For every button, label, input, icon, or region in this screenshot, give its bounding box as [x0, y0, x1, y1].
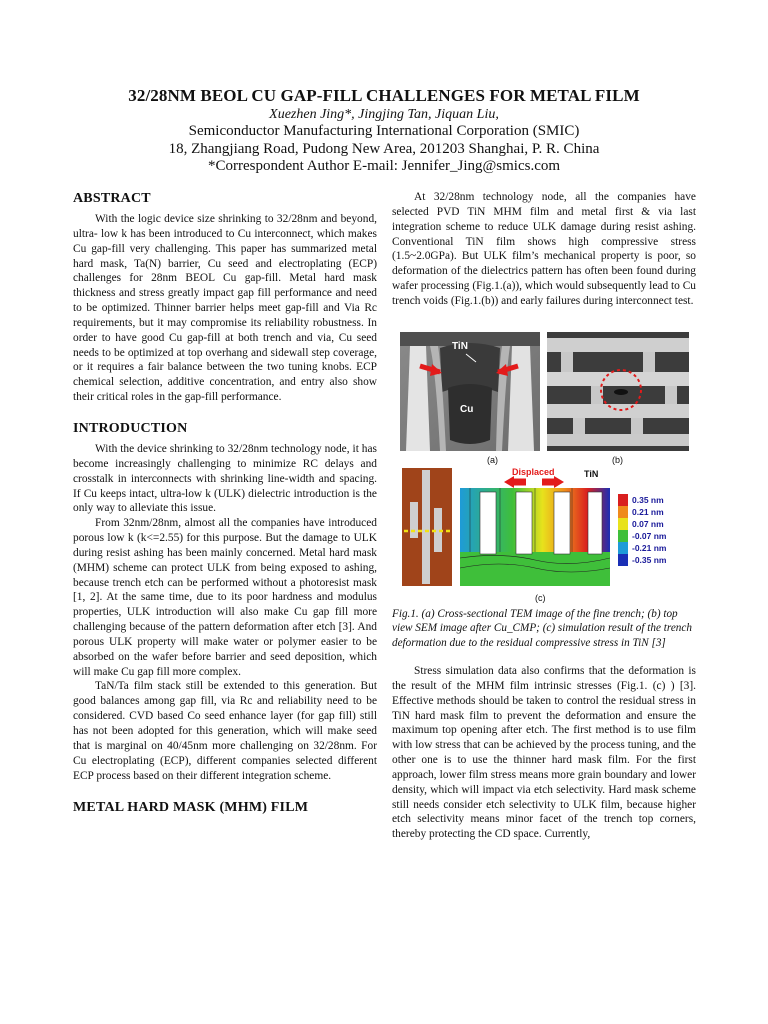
- cu-label: Cu: [460, 403, 474, 415]
- address: 18, Zhangjiang Road, Pudong New Area, 201203 Shanghai, P. R. China: [168, 141, 600, 157]
- abstract-text: With the logic device size shrinking to 32/28nm and beyond, ultra- low k has been introduced to Cu interconnect, which makes Cu gap-fill very challenging. This paper has summarized metal hard mask, Ta(N) barrier, Cu seed and electroplating (ECP) challenges for 28nm BEOL Cu gap-fill. Metal hard mask thickness and stress greatly impact gap fill performance and need to be optimized. Thinner barrier helps meet gap-fill and Via Rc requirements, but it may compromise its reliability robustness. In order to have good Cu gap-fill at both trench and via, Cu seed needs to be optimized at top overhang and sidewall step coverage, or it requires a fair balance between the two tuning knobs. ECP chemical selection, additive concentration, and entry also show their critical roles in the gap-fill performance.: [73, 213, 377, 404]
- figure-label-a: (a): [487, 454, 498, 465]
- figure-1: [392, 318, 696, 603]
- color-scale-legend: [618, 494, 688, 572]
- mhm-paragraph: At 32/28nm technology node, all the companies have selected PVD TiN MHM film and metal first & via last integration scheme to reduce ULK damage during resist ashing. Conventional TiN film shows high compressive stress (1.5~2.0GPa). But ULK film’s mechanical property is poor, so deformation of the dielectrics pattern has often been found during wafer processing (Fig.1.(a)), which would subsequently lead to Cu trench voids (Fig.1.(b)) and early failures during interconnect test.: [392, 191, 696, 307]
- legend-label: -0.35 nm: [632, 554, 667, 565]
- legend-swatch: [618, 530, 628, 542]
- simulation-contour-plot: [460, 468, 610, 586]
- author-list: Xuezhen Jing*, Jingjing Tan, Jiquan Liu,: [269, 107, 499, 122]
- mhm-paragraph: Stress simulation data also confirms that the deformation is the result of the MHM film intrinsic stresses (Fig.1. (c) ) [3]. Effective methods should be taken to control the residual stress in TiN hard mask film to prevent the deformation and ensure the maximum top opening after etch. The first method is to use film with low stress that can be achieved by the process tuning, and the other one is to use the thinner hard mask film. For the first approach, lower film stress means more grain boundary and lower density, which will impact via etch selectivity. Hard mask scheme still needs consider etch selectivity to ULK film, because higher etch selectivity means minor facet of the trench top corners, thereby protecting the CD space. Currently,: [392, 664, 696, 841]
- tin-label-c: TiN: [584, 468, 599, 479]
- mhm-heading: METAL HARD MASK (MHM) FILM: [73, 800, 309, 816]
- legend-swatch: [618, 506, 628, 518]
- correspondence-email: *Correspondent Author E-mail: Jennifer_Jing@smics.com: [207, 158, 561, 174]
- trench-layout-schematic: [402, 468, 452, 586]
- legend-label: 0.21 nm: [632, 506, 664, 517]
- introduction-paragraph: TaN/Ta film stack still be extended to this generation. But good balances among gap fill, via Rc and reliability need to be considered. CVD based Co seed enhance layer (for gap fill) still has not been adopted for this generation, which will make seed that is marginal on 40/45nm more challenging on 32/28nm. For Cu electroplating (ECP), different companies selected different ECP process based on their different integration scheme.: [73, 680, 377, 782]
- displaced-label: Displaced: [512, 467, 555, 477]
- paper-title: 32/28NM BEOL CU GAP-FILL CHALLENGES FOR METAL FILM: [128, 86, 640, 105]
- introduction-paragraph: With the device shrinking to 32/28nm technology node, it has become increasingly challenging to minimize RC delays and crosstalk in interconnects with shrinking line-width and spacing. If Cu keeps intact, ultra-low k (ULK) dielectric introduction is the only way to alleviate this issue.: [73, 442, 377, 515]
- legend-swatch: [618, 542, 628, 554]
- figure-label-b: (b): [612, 454, 623, 465]
- legend-label: 0.07 nm: [632, 518, 664, 529]
- abstract-heading: ABSTRACT: [73, 191, 151, 206]
- figure-caption: Fig.1. (a) Cross-sectional TEM image of the fine trench; (b) top view SEM image after Cu_CMP; (c) simulation result of the trench deformation due to the residual compressive stress in TiN [3]: [392, 607, 692, 649]
- legend-label: 0.35 nm: [632, 494, 664, 505]
- tem-image: [400, 332, 540, 451]
- sem-image: [547, 332, 689, 451]
- affiliation: Semiconductor Manufacturing International Corporation (SMIC): [188, 123, 580, 139]
- tin-label: TiN: [452, 340, 468, 352]
- legend-label: -0.07 nm: [632, 530, 667, 541]
- legend-label: -0.21 nm: [632, 542, 667, 553]
- left-column: [73, 190, 377, 821]
- right-column: [392, 190, 696, 842]
- legend-swatch: [618, 554, 628, 566]
- legend-swatch: [618, 494, 628, 506]
- figure-label-c: (c): [535, 592, 546, 603]
- introduction-paragraph: From 32nm/28nm, almost all the companies have introduced porous low k (k<=2.55) for this purpose. But the damage to ULK during resist ashing has been mainly concerned. Metal hard mask (MHM) scheme can protect ULK from being exposed to ashing, because trench etch can be performed without a photoresist mask [1, 2]. At the same time, due to its poor hardness and modulus properties, ULK introduction will also make Cu gap fill more challenging because of the pattern deformation after etch [3]. And porous ULK property will make water or polymer easier to be absorbed on the wafer before barrier and seed deposition, which will make Cu gap fill more complex.: [73, 517, 377, 678]
- legend-swatch: [618, 518, 628, 530]
- introduction-heading: INTRODUCTION: [73, 420, 188, 436]
